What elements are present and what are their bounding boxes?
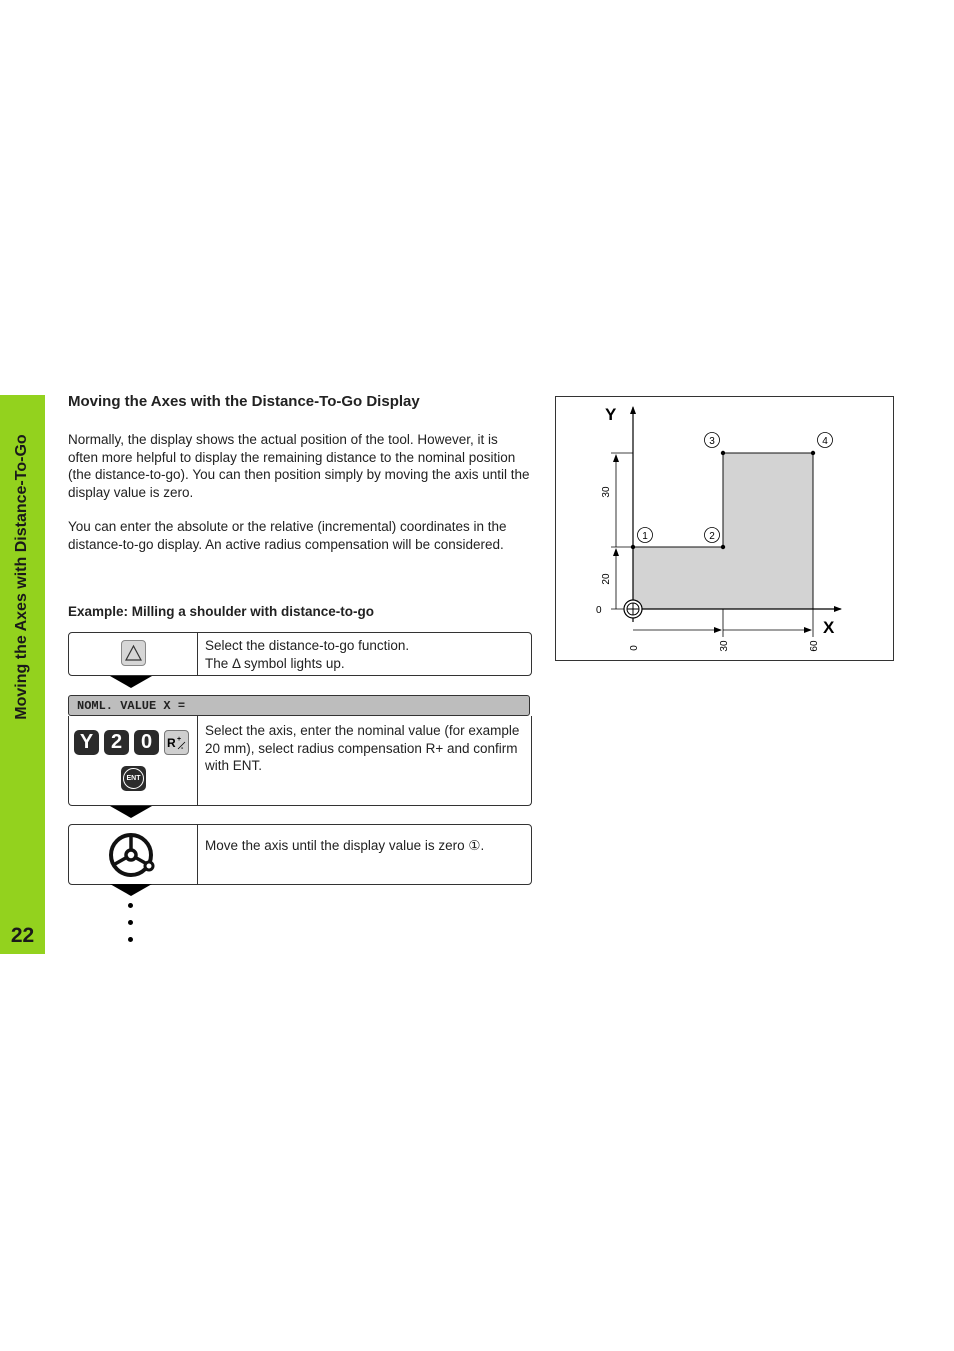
tool-icon bbox=[624, 600, 642, 618]
continuation-dot bbox=[128, 937, 133, 942]
digit-key-2: 2 bbox=[104, 730, 129, 755]
intro-paragraph: Normally, the display shows the actual position of the tool. However, it is often more helpful to display the remaining distance to the nominal position (the distance-to-go). You can then position simply by moving the axis until the display value is zero. bbox=[68, 432, 530, 500]
step-1-text bbox=[205, 637, 523, 672]
step-1-box bbox=[68, 632, 532, 676]
section-title: Moving the Axes with the Distance-To-Go Display bbox=[68, 393, 420, 410]
radius-compensation-key bbox=[164, 730, 189, 755]
side-tab-title: Moving the Axes with Distance-To-Go bbox=[13, 434, 30, 720]
coordinates-paragraph: You can enter the absolute or the relative (incremental) coordinates in the distance-to-go display. An active radius compensation will be considered. bbox=[68, 519, 507, 552]
x-tick-30: 30 bbox=[719, 640, 730, 652]
step-3-text: Move the axis until the display value is zero ①. bbox=[205, 838, 485, 853]
delta-key-icon bbox=[121, 640, 146, 666]
x-tick-0: 0 bbox=[629, 645, 640, 651]
y-dimension-20: 20 bbox=[601, 573, 612, 585]
x-tick-60: 60 bbox=[809, 640, 820, 652]
point-4-marker bbox=[811, 451, 815, 455]
svg-text:R: R bbox=[167, 736, 176, 750]
step-1-line-2: The Δ symbol lights up. bbox=[205, 655, 345, 671]
point-1-marker bbox=[631, 545, 635, 549]
svg-text:-: - bbox=[181, 745, 184, 752]
page-number: 22 bbox=[10, 924, 35, 947]
flow-arrow-down-icon bbox=[110, 884, 152, 896]
step-2-text: Select the axis, enter the nominal value (for example 20 mm), select radius compensation R+ and confirm with ENT. bbox=[205, 723, 520, 773]
handwheel-icon bbox=[107, 830, 157, 880]
step-3-box bbox=[68, 824, 532, 885]
shoulder-diagram bbox=[555, 396, 894, 661]
step-divider bbox=[197, 633, 198, 675]
continuation-dot bbox=[128, 920, 133, 925]
flow-arrow-down-icon bbox=[110, 806, 152, 818]
flow-arrow-down-icon bbox=[110, 676, 152, 688]
point-label-2: 2 bbox=[709, 531, 715, 542]
point-label-1: 1 bbox=[642, 531, 648, 542]
display-prompt: NOML. VALUE X = bbox=[68, 695, 530, 716]
point-label-3: 3 bbox=[709, 436, 715, 447]
enter-key bbox=[121, 766, 146, 791]
axis-key-y: Y bbox=[74, 730, 99, 755]
continuation-dot bbox=[128, 903, 133, 908]
point-label-4: 4 bbox=[822, 436, 828, 447]
point-3-marker bbox=[721, 451, 725, 455]
origin-label: 0 bbox=[596, 605, 602, 616]
svg-text:+: + bbox=[177, 736, 182, 743]
step-divider bbox=[197, 825, 198, 884]
digit-key-0: 0 bbox=[134, 730, 159, 755]
step-2-box bbox=[68, 716, 532, 806]
point-2-marker bbox=[721, 545, 725, 549]
y-axis-label: Y bbox=[605, 405, 617, 424]
x-axis-label: X bbox=[823, 618, 835, 637]
y-dimension-30: 30 bbox=[601, 486, 612, 498]
example-title: Example: Milling a shoulder with distance-to-go bbox=[68, 604, 375, 619]
workpiece-shoulder bbox=[633, 453, 813, 609]
step-divider bbox=[197, 716, 198, 805]
enter-key-label: ENT bbox=[123, 768, 144, 789]
step-1-line-1: Select the distance-to-go function. bbox=[205, 638, 410, 653]
